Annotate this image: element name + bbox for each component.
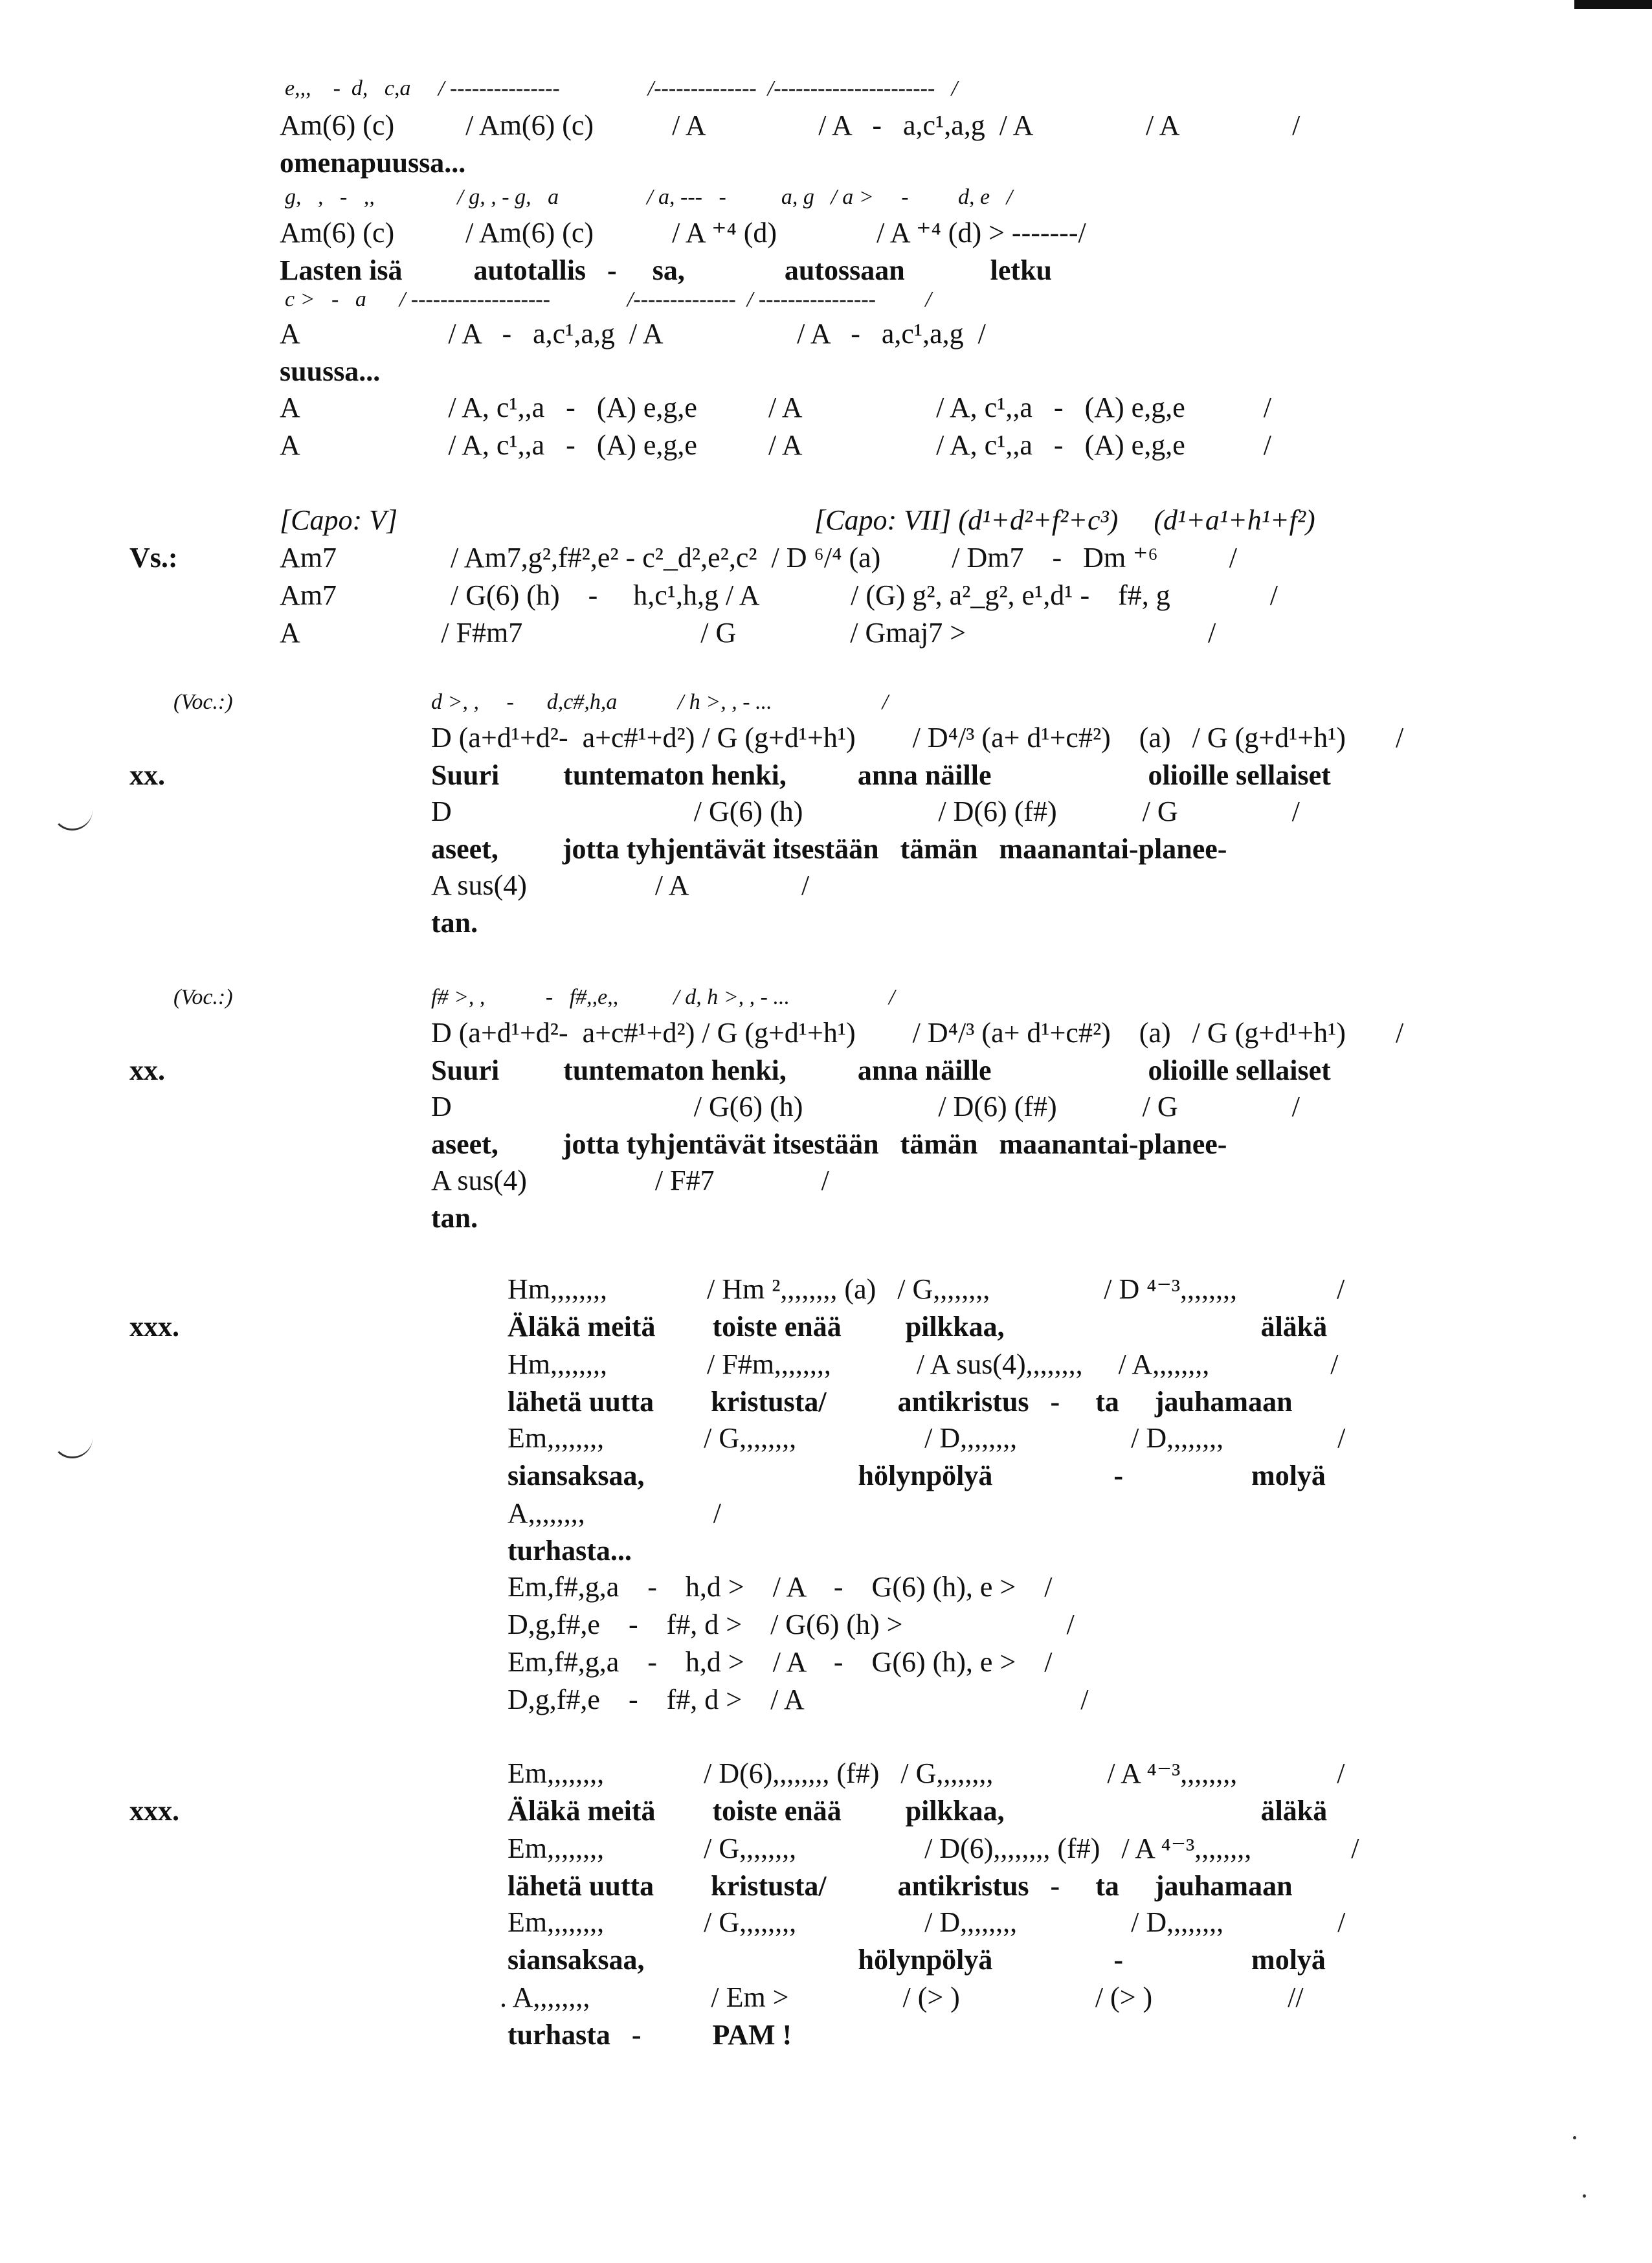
chord-line: Em,,,,,,,, / G,,,,,,,, / D,,,,,,,, / D,,,,,,,, / [508, 1906, 1346, 1938]
chord-line: D / G(6) (h) / D(6) (f#) / G / [431, 796, 1300, 827]
lyric-line: tan. [431, 907, 478, 939]
lyric-line: aseet, jotta tyhjentävät itsestään tämän maanantai-planee- [431, 833, 1227, 865]
chord-line: A sus(4) / A / [431, 869, 810, 901]
corner-mark [1574, 0, 1652, 9]
voice-note: (Voc.:) [173, 690, 233, 714]
lyric-line: suussa... [280, 355, 381, 387]
section-marker: xxx. [129, 1311, 179, 1343]
punch-hole-mark [52, 803, 93, 831]
voice-note: (Voc.:) [173, 985, 233, 1009]
lyric-line: lähetä uutta kristusta/ antikristus - ta jauhamaan [508, 1870, 1293, 1902]
section-marker: Vs.: [129, 542, 178, 574]
melody-line: f# >, , - f#,,e,, / d, h >, , - ... / [431, 985, 895, 1009]
chord-line: D (a+d¹+d²- a+c#¹+d²) / G (g+d¹+h¹) / D⁴/³ (a+ d¹+c#²) (a) / G (g+d¹+h¹) / [431, 1017, 1404, 1049]
chord-line: Em,,,,,,,, / G,,,,,,,, / D(6),,,,,,,, (f#) / A ⁴⁻³,,,,,,,, / [508, 1833, 1359, 1864]
chord-line: Am7 / Am7,g²,f#²,e² - c²_d²,e²,c² / D ⁶/⁴ (a) / Dm7 - Dm ⁺⁶ / [280, 542, 1237, 574]
chord-line: D,g,f#,e - f#, d > / A / [508, 1684, 1089, 1715]
lyric-line: turhasta - PAM ! [508, 2019, 792, 2051]
chord-line: Am(6) (c) / Am(6) (c) / A ⁺⁴ (d) / A ⁺⁴ (d) > -------/ [280, 217, 1086, 249]
section-marker: xx. [129, 759, 165, 791]
lyric-line: tan. [431, 1202, 478, 1234]
lyric-line: Äläkä meitä toiste enää pilkkaa, äläkä [508, 1795, 1328, 1827]
chord-line: Hm,,,,,,,, / F#m,,,,,,,, / A sus(4),,,,,,,, / A,,,,,,,, / [508, 1348, 1339, 1380]
melody-line: c > - a / ------------------- /-------------- / ---------------- / [285, 287, 932, 311]
lyric-line: siansaksaa, hölynpölyä - molyä [508, 1944, 1326, 1976]
chord-line: D (a+d¹+d²- a+c#¹+d²) / G (g+d¹+h¹) / D⁴/³ (a+ d¹+c#²) (a) / G (g+d¹+h¹) / [431, 722, 1404, 753]
chord-line: Em,f#,g,a - h,d > / A - G(6) (h), e > / [508, 1646, 1053, 1678]
punch-hole-mark [52, 1431, 93, 1458]
chord-line: Em,,,,,,,, / D(6),,,,,,,, (f#) / G,,,,,,,, / A ⁴⁻³,,,,,,,, / [508, 1757, 1345, 1789]
chord-line: D,g,f#,e - f#, d > / G(6) (h) > / [508, 1609, 1075, 1640]
chord-line: Hm,,,,,,,, / Hm ²,,,,,,,, (a) / G,,,,,,,, / D ⁴⁻³,,,,,,,, / [508, 1273, 1345, 1305]
lyric-line: siansaksaa, hölynpölyä - molyä [508, 1460, 1326, 1491]
lyric-line: Suuri tuntematon henki, anna näille olioille sellaiset [431, 759, 1331, 791]
chord-line: A / A - a,c¹,a,g / A / A - a,c¹,a,g / [280, 318, 986, 350]
lyric-line: lähetä uutta kristusta/ antikristus - ta jauhamaan [508, 1386, 1293, 1418]
chord-line: Em,f#,g,a - h,d > / A - G(6) (h), e > / [508, 1571, 1053, 1603]
melody-line: d >, , - d,c#,h,a / h >, , - ... / [431, 690, 889, 714]
chord-line: Am(6) (c) / Am(6) (c) / A / A - a,c¹,a,g / A / A / [280, 109, 1300, 141]
chord-line: Em,,,,,,,, / G,,,,,,,, / D,,,,,,,, / D,,,,,,,, / [508, 1422, 1346, 1454]
lyric-line: aseet, jotta tyhjentävät itsestään tämän maanantai-planee- [431, 1128, 1227, 1160]
section-marker: xxx. [129, 1795, 179, 1827]
chord-line: A sus(4) / F#7 / [431, 1165, 829, 1196]
chord-line: A / A, c¹,,a - (A) e,g,e / A / A, c¹,,a - (A) e,g,e / [280, 429, 1271, 461]
lyric-line: Äläkä meitä toiste enää pilkkaa, äläkä [508, 1311, 1328, 1343]
chord-line: Am7 / G(6) (h) - h,c¹,h,g / A / (G) g², a²_g², e¹,d¹ - f#, g / [280, 579, 1278, 611]
chord-line: A,,,,,,,, / [508, 1497, 721, 1529]
lyric-line: omenapuussa... [280, 147, 466, 179]
section-marker: xx. [129, 1054, 165, 1086]
chord-line: D / G(6) (h) / D(6) (f#) / G / [431, 1091, 1300, 1122]
lyric-line: turhasta... [508, 1535, 632, 1566]
chord-line: . A,,,,,,,, / Em > / (> ) / (> ) // [500, 1981, 1304, 2013]
melody-line: g, , - ,, / g, , - g, a / a, --- - a, g / a > - d, e / [285, 185, 1013, 209]
chord-line: A / F#m7 / G / Gmaj7 > / [280, 617, 1216, 649]
melody-line: e,,, - d, c,a / --------------- /-------------- /---------------------- / [285, 76, 958, 100]
scan-speck [1573, 2136, 1576, 2139]
lyric-line: Suuri tuntematon henki, anna näille olioille sellaiset [431, 1054, 1331, 1086]
scan-speck [1583, 2194, 1586, 2198]
capo-note: [Capo: V] [280, 504, 398, 536]
chord-line: A / A, c¹,,a - (A) e,g,e / A / A, c¹,,a - (A) e,g,e / [280, 392, 1271, 423]
lyric-line: Lasten isä autotallis - sa, autossaan letku [280, 254, 1053, 286]
capo-note: [Capo: VII] (d¹+d²+f²+c³) (d¹+a¹+h¹+f²) [814, 504, 1315, 536]
